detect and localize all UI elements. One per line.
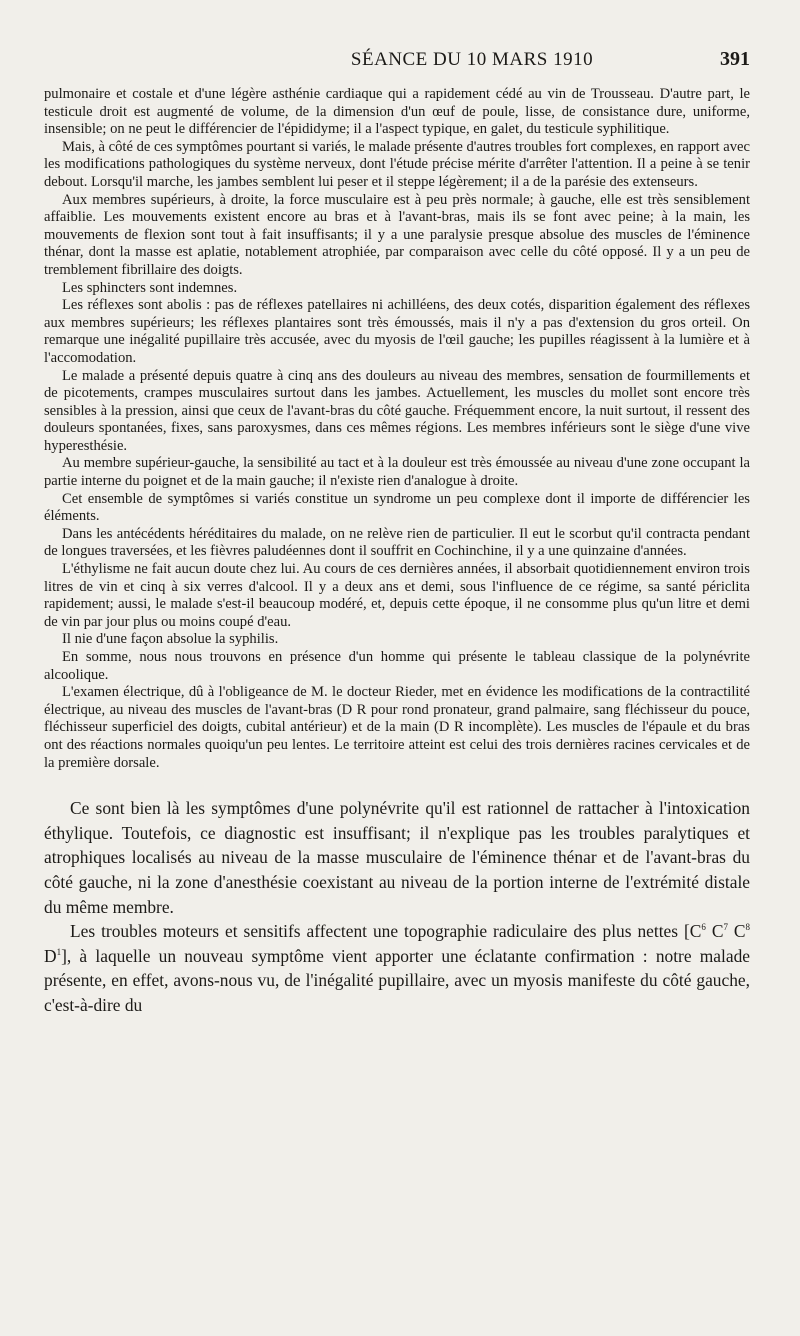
text-run: ], à laquelle un nouveau symptôme vient apporter une éclatante confirmation : notre malade présente, en effet, avons-nous vu, de l'inégalité pupillaire, avec un myosis manifeste du côté gauche, c'est-à-dire du — [44, 945, 750, 1015]
paragraph: pulmonaire et costale et d'une légère asthénie cardiaque qui a rapidement cédé au vin de Trousseau. D'autre part, le testicule droit est augmenté de volume, de la dimension d'un œuf de poule, lisse, de consistance dure, uniforme, insensible; on ne peut le différencier de l'épididyme; il a l'aspect typique, en galet, du testicule syphilitique. — [44, 86, 750, 138]
paragraph: Les sphincters sont indemnes. — [62, 279, 238, 296]
running-title: SÉANCE DU 10 MARS 1910 — [350, 49, 594, 70]
text-run: C — [727, 921, 746, 942]
paragraph-last — [44, 919, 750, 1017]
paragraph: En somme, nous nous trouvons en présence d'un homme qui présente le tableau classique de la polynévrite alcoolique. — [44, 649, 750, 683]
text-run: C — [705, 921, 724, 942]
superscript: 6 — [701, 922, 706, 933]
text-run: Les troubles moteurs et sensitifs affectent une topographie radiculaire des plus nettes [C — [70, 921, 702, 942]
paragraph: Ce sont bien là les symptômes d'une polynévrite qu'il est rationnel de rattacher à l'intoxication éthylique. Toutefois, ce diagnostic est insuffisant; il n'explique pas les troubles paralytiques et atrophiques localisés au niveau de la masse musculaire de l'éminence thénar et de l'avant-bras du côté gauche, ni la zone d'anesthésie coexistant au niveau de la portion interne de l'extrémité distale du même membre. — [44, 798, 750, 917]
paragraph: Au membre supérieur-gauche, la sensibilité au tact et à la douleur est très émoussée au niveau d'une zone occupant la partie interne du poignet et de la main gauche; il n'existe rien d'analogue à droite. — [44, 455, 750, 490]
page-number: 391 — [719, 48, 750, 70]
paragraph: Aux membres supérieurs, à droite, la force musculaire est à peu près normale; à gauche, elle est très sensiblement affaiblie. Les mouvements existent encore au bras et à l'avant-bras, mais ils se font avec peine; à la main, les mouvements de flexion sont tout à fait insuffisants; il y a une paralysie presque absolue des muscles de l'éminence thénar, dont la masse est aplatie, notablement atrophiée, par comparaison avec celle du côté opposé. Il y a un peu de tremblement fibrillaire des doigts. — [44, 191, 750, 278]
body-text-section — [44, 796, 750, 1017]
paragraph: Les réflexes sont abolis : pas de réflexes patellaires ni achilléens, des deux cotés, disparition également des réflexes aux membres supérieurs; les réflexes plantaires sont très émoussés, mais il n'y a pas d'extension du gros orteil. On remarque une inégalité pupillaire très accusée, avec du myosis de l'œil gauche; les pupilles réagissent à la lumière et à l'accomodation. — [44, 297, 750, 366]
superscript: 1 — [56, 946, 62, 957]
superscript: 8 — [745, 922, 750, 933]
superscript: 7 — [723, 922, 728, 933]
small-print-section — [44, 86, 750, 772]
paragraph: Mais, à côté de ces symptômes pourtant si variés, le malade présente d'autres troubles fort complexes, en rapport avec les modifications pathologiques du système nerveux, dont l'étude précise mérite d'arrêter l'attention. Il a peine à se tenir debout. Lorsqu'il marche, les jambes semblent lui peser et il steppe légèrement; il a de la parésie des extenseurs. — [44, 138, 750, 190]
page-header — [44, 48, 750, 76]
paragraph: Dans les antécédents héréditaires du malade, on ne relève rien de particulier. Il eut le scorbut qu'il contracta pendant de longues traversées, et les fièvres paludéennes dont il souffrit en Cochinchine, il y a une quinzaine d'années. — [44, 525, 750, 560]
paragraph: Cet ensemble de symptômes si variés constitue un syndrome un peu complexe dont il importe de différencier les éléments. — [44, 490, 750, 525]
text-run: D — [44, 945, 57, 966]
paragraph: L'éthylisme ne fait aucun doute chez lui. Au cours de ces dernières années, il absorbait quotidiennement environ trois litres de vin et cinq à six verres d'alcool. Il y a deux ans et demi, sous l'influence de ce régime, sa santé périclita rapidement; aussi, le malade s'est-il beaucoup modéré, et, depuis cette époque, il ne consomme plus qu'un litre et demi de vin par jour plus ou moins coupé d'eau. — [44, 561, 750, 630]
paragraph: L'examen électrique, dû à l'obligeance de M. le docteur Rieder, met en évidence les modifications de la contractilité électrique, au niveau des muscles de l'avant-bras (D R pour rond pronateur, grand palmaire, sang fléchisseur du pouce, fléchisseur superficiel des doigts, cubital antérieur) et de la main (D R incomplète). Les muscles de l'épaule et du bras ont des réactions normales quoiqu'un peu lentes. Le territoire atteint est celui des trois dernières racines cervicales et de la première dorsale. — [44, 684, 750, 771]
document-page — [44, 48, 750, 1018]
paragraph: Il nie d'une façon absolue la syphilis. — [62, 631, 279, 648]
paragraph: Le malade a présenté depuis quatre à cinq ans des douleurs au niveau des membres, sensation de fourmillements et de picotements, crampes musculaires surtout dans les jambes. Actuellement, les muscles du mollet sont encore très sensibles à la pression, ainsi que ceux de l'avant-bras du côté gauche. Fréquemment encore, la nuit surtout, il ressent des douleurs spontanées, fixes, sans paroxysmes, dans ces mêmes régions. Les membres inférieurs sont le siège d'une vive hyperesthésie. — [44, 367, 750, 454]
